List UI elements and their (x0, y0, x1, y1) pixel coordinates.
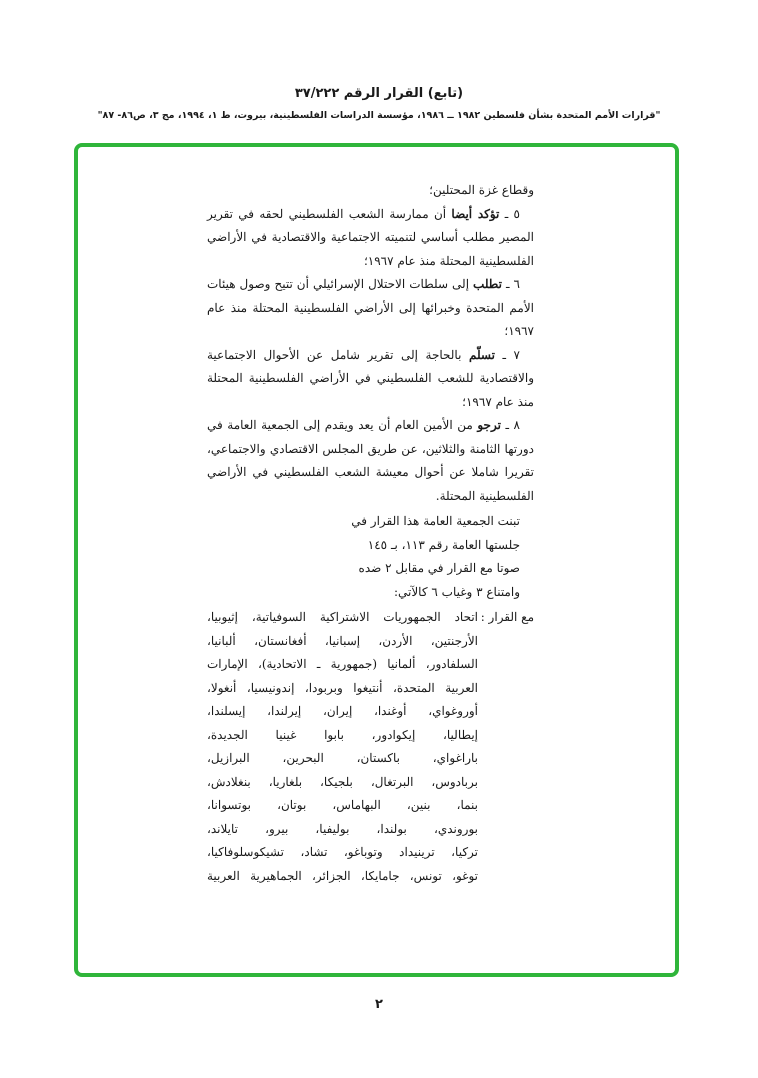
operative-verb: ترجو (477, 418, 501, 432)
country-line: بنما، بنين، البهاماس، بوتان، بوتسوانا، (207, 798, 478, 812)
adoption-line: صوتا مع القرار في مقابل ٢ ضده (358, 561, 520, 575)
country-line: العربية المتحدة، أنتيغوا وبربودا، إندونيسيا، أنغولا، (207, 680, 478, 695)
operative-verb: تسلّم (468, 347, 495, 362)
adoption-note (207, 510, 534, 604)
country-line: الأرجنتين، الأردن، إسبانيا، أفغانستان، ألبانيا، (207, 633, 478, 648)
resolution-text (207, 179, 534, 888)
votes-in-favor (207, 606, 534, 888)
country-line: باراغواي، باكستان، البحرين، البرازيل، (207, 751, 478, 765)
country-list (207, 606, 478, 888)
paragraph-text: أن ممارسة الشعب الفلسطيني لحقه في تقرير المصير مطلب أساسي لتنميته الاجتماعية والاقتصادية في الأراضي الفلسطينية المحتلة منذ عام ١٩٦٧؛ (207, 206, 534, 268)
country-line: السلفادور، ألمانيا (جمهورية ـ الاتحادية)، الإمارات (207, 657, 478, 671)
operative-verb: تؤكد أيضا (451, 206, 500, 221)
paragraph-8 (207, 414, 534, 508)
country-line: بوروندي، بولندا، بوليفيا، بيرو، تايلاند، (207, 821, 478, 836)
paragraph-number: ٨ ـ (500, 418, 520, 432)
paragraph-5 (207, 203, 534, 274)
country-line: توغو، تونس، جامايكا، الجزائر، الجماهيرية العربية (207, 868, 478, 883)
paragraph-text: من الأمين العام أن يعد ويقدم إلى الجمعية العامة في دورتها الثامنة والثلاثين، عن طريق المجلس الاقتصادي والاجتماعي، تقريرا شاملا عن أحوال معيشة الشعب الفلسطيني في الأراضي الفلسطينية المحتلة. (207, 418, 534, 503)
paragraph-number: ٦ ـ (502, 277, 520, 291)
paragraph-6 (207, 273, 534, 344)
paragraph-7 (207, 344, 534, 415)
country-line: تركيا، ترينيداد وتوباغو، تشاد، تشيكوسلوفاكيا، (207, 845, 478, 859)
country-line: اتحاد الجمهوريات الاشتراكية السوفياتية، إثيوبيا، (207, 610, 478, 624)
country-line: بربادوس، البرتغال، بلجيكا، بلغاريا، بنغلادش، (207, 774, 478, 789)
paragraph-number: ٥ ـ (499, 206, 520, 221)
country-line: إيطاليا، إيكوادور، بابوا غينيا الجديدة، (207, 727, 478, 742)
paragraph-number: ٧ ـ (494, 347, 520, 362)
paragraph-text: بالحاجة إلى تقرير شامل عن الأحوال الاجتماعية والاقتصادية للشعب الفلسطيني في الأراضي الفلسطينية المحتلة منذ عام ١٩٦٧؛ (207, 347, 534, 409)
votes-label: مع القرار : (480, 610, 534, 624)
page-header-source: "قرارات الأمم المتحدة بشأن فلسطين ١٩٨٢ ــ ١٩٨٦، مؤسسة الدراسات الفلسطينية، بيروت، ط ١، ١٩٩٤، مج ٣، ص٨٦- ٨٧" (97, 110, 661, 121)
page-header-title: (تابع) القرار الرقم ٣٧/٢٢٢ (294, 86, 464, 101)
paragraph-text: إلى سلطات الاحتلال الإسرائيلي أن تتيح وصول هيئات الأمم المتحدة وخبرائها إلى الأراضي الفلسطينية المحتلة منذ عام ١٩٦٧؛ (207, 277, 534, 338)
paragraph-intro: وقطاع غزة المحتلين؛ (429, 183, 534, 197)
operative-verb: تطلب (473, 277, 502, 291)
page-number: ٢ (375, 997, 383, 1012)
adoption-line: جلستها العامة رقم ١١٣، بـ ١٤٥ (367, 537, 520, 552)
country-line: أوروغواي، أوغندا، إيران، إيرلندا، إيسلندا، (207, 704, 478, 718)
adoption-line: وامتناع ٣ وغياب ٦ كالآتي: (393, 584, 520, 599)
adoption-line: تبنت الجمعية العامة هذا القرار في (351, 514, 520, 528)
